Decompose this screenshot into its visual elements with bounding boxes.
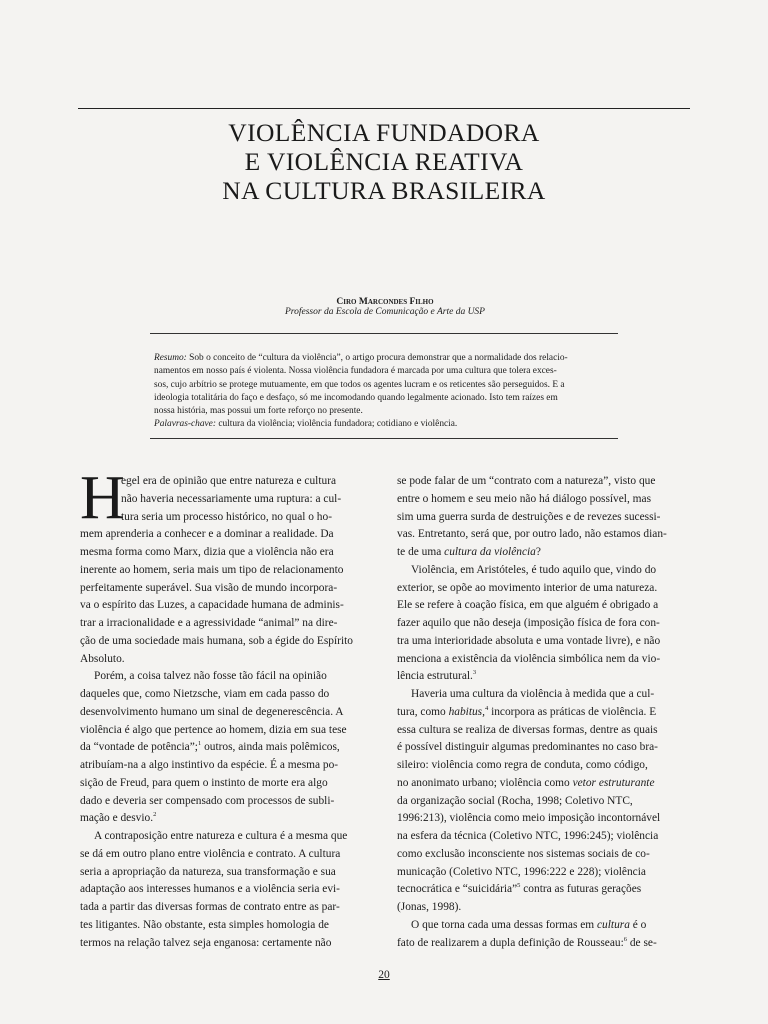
body-line: inerente ao homem, seria mais um tipo de relacionamento	[80, 563, 344, 576]
body-line: trar a irracionalidade e a agressividade “animal” na dire-	[80, 617, 338, 629]
abstract-box	[154, 352, 616, 432]
body-line: egel era de opinião que entre natureza e cultura	[121, 475, 337, 487]
abstract-top-rule	[150, 333, 618, 334]
body-line: é possível distinguir algumas predominantes no caso bra-	[397, 741, 658, 754]
body-line: atribuíam-na a algo instintivo da espécie. É a mesma po-	[80, 759, 339, 771]
body-line: termos na relação talvez seja enganosa: certamente não	[80, 936, 332, 949]
body-column-left	[80, 464, 372, 952]
abstract-line: Resumo: Sob o conceito de “cultura da violência”, o artigo procura demonstrar que a normalidade dos relacio-	[154, 353, 568, 363]
body-line: da organização social (Rocha, 1998; Coletivo NTC,	[397, 794, 633, 807]
body-line: violência é algo que pertence ao homem, dizia em sua tese	[80, 723, 347, 736]
article-title	[78, 118, 690, 205]
body-line: ção de uma sociedade mais humana, sob a égide do Espírito	[80, 634, 353, 647]
body-line: vas. Entretanto, será que, por outro lado, não estamos dian-	[397, 528, 667, 541]
body-line: Absoluto.	[80, 652, 125, 665]
body-line: da “vontade de potência”;$^1$ outros, ainda mais polêmicos,	[80, 740, 340, 754]
footnote-ref: 2	[153, 811, 157, 819]
keywords-label: Palavras-chave:	[154, 419, 216, 430]
abstract-bottom-rule	[150, 438, 618, 439]
footnote-ref: 3	[472, 669, 477, 677]
body-line: daqueles que, como Nietzsche, viam em cada passo do	[80, 688, 330, 700]
page-number: 20	[378, 969, 390, 981]
body-line: como exclusão inconsciente nos sistemas sociais de co-	[397, 847, 650, 860]
body-column-right	[397, 473, 691, 952]
body-line: 1996:213), violência como meio imposição incontornável	[397, 812, 661, 825]
body-line: perfeitamente superável. Sua visão de mundo incorpora-	[80, 581, 338, 594]
body-line: A contraposição entre natureza e cultura é a mesma que	[94, 830, 348, 842]
abstract-line: nossa história, mas possui um forte reforço no presente.	[154, 406, 363, 417]
body-line: se pode falar de um “contrato com a natureza”, visto que	[397, 475, 656, 487]
body-line: entre o homem e seu meio não há diálogo possível, mas	[397, 492, 652, 505]
author-affiliation: Professor da Escola de Comunicação e Arte da USP	[284, 307, 485, 317]
body-line: Violência, em Aristóteles, é tudo aquilo que, vindo do	[411, 563, 657, 576]
body-line: sim uma guerra surda de destruições e de revezes sucessi-	[397, 510, 661, 523]
body-line: mesma forma como Marx, dizia que a violência não era	[80, 546, 334, 558]
abstract-label: Resumo:	[154, 353, 187, 363]
title-line-1: VIOLÊNCIA FUNDADORA	[228, 118, 540, 147]
body-line: Haveria uma cultura da violência à medida que a cul-	[411, 688, 655, 700]
body-line: (Jonas, 1998).	[397, 901, 462, 913]
title-line-3: NA CULTURA BRASILEIRA	[222, 176, 546, 205]
body-line: tecnocrática e “suicidária”$^5$ contra as futuras gerações	[397, 882, 642, 896]
abstract-line: ideologia totalitária do faço e desfaço, só me incomodando quando legalmente acionado. Isto tem raízes em	[154, 392, 558, 403]
body-line: fato de realizarem a dupla definição de Rousseau:$^6$ de se-	[397, 935, 657, 949]
body-line: tada a partir das diversas formas de contrato entre as par-	[80, 901, 340, 913]
footnote-ref: 6	[623, 935, 628, 943]
body-line: sileiro: violência como regra de conduta, como código,	[397, 759, 648, 771]
body-line: va o espírito das Luzes, a capacidade humana de adminis-	[80, 599, 344, 612]
body-line: sição de Freud, para quem o instinto de morte era algo	[80, 776, 328, 789]
top-rule	[78, 108, 690, 109]
body-line: exterior, se opõe ao movimento interior de uma natureza.	[397, 581, 658, 594]
body-line: desenvolvimento humano um sinal de degenerescência. A	[80, 705, 344, 718]
abstract-line: namentos em nosso país é violenta. Nossa violência fundadora é marcada por uma cultura que tolera exces-	[154, 366, 557, 377]
body-line: tura, como habitus,$^4$ incorpora as práticas de violência. E	[397, 704, 657, 718]
title-line-2: E VIOLÊNCIA REATIVA	[244, 147, 524, 176]
body-line: te de uma cultura da violência?	[397, 546, 541, 558]
body-line: tra uma interioridade absoluta e uma vontade livre), e não	[397, 634, 661, 647]
body-line: Ele se refere à coação física, em que alguém é obrigado a	[397, 599, 659, 612]
body-line: tes litigantes. Não obstante, esta simples homologia de	[80, 918, 329, 931]
body-line: se dá em outro plano entre violência e contrato. A cultura	[80, 847, 341, 860]
body-line: no anonimato urbano; violência como vetor estruturante	[397, 776, 655, 789]
body-line: essa cultura se realiza de diversas formas, dentre as quais	[397, 723, 658, 736]
body-line: tura seria um processo histórico, no qual o ho-	[121, 510, 332, 523]
body-line: O que torna cada uma dessas formas em cultura é o	[411, 918, 647, 931]
keywords: cultura da violência; violência fundadora; cotidiano e violência.	[215, 419, 458, 430]
body-line: Porém, a coisa talvez não fosse tão fácil na opinião	[94, 670, 327, 683]
footnote-ref: 1	[197, 740, 202, 748]
body-line: lência estrutural.$^3$	[397, 669, 477, 683]
body-line: dado e deveria ser compensado com processos de subli-	[80, 794, 335, 807]
body-line: na esfera da técnica (Coletivo NTC, 1996:245); violência	[397, 830, 659, 842]
footnote-ref: 5	[517, 882, 521, 890]
body-line: fazer aquilo que não deseja (imposição física de fora con-	[397, 617, 660, 629]
body-line: municação (Coletivo NTC, 1996:222 e 228); violência	[397, 865, 646, 878]
body-line: não haveria necessariamente uma ruptura: a cul-	[121, 492, 342, 505]
body-line: seria a apropriação da natureza, sua transformação e sua	[80, 865, 336, 878]
body-line: adaptação aos interesses humanos e a violência seria evi-	[80, 883, 340, 896]
keywords-line	[154, 418, 616, 431]
footnote-ref: 4	[484, 704, 489, 712]
body-line: mação e desvio.$^2$	[80, 811, 157, 825]
drop-cap: H	[80, 464, 125, 532]
author-name: Ciro Marcondes Filho	[336, 297, 434, 307]
body-line: menciona a existência da violência simbólica nem da vio-	[397, 652, 661, 665]
body-line: mem aprenderia a conhecer e a dominar a realidade. Da	[80, 528, 334, 541]
abstract-line: sos, cujo arbítrio se protege mutuamente, em que todos os agentes lucram e os reticentes são perseguidos. E a	[154, 379, 565, 390]
